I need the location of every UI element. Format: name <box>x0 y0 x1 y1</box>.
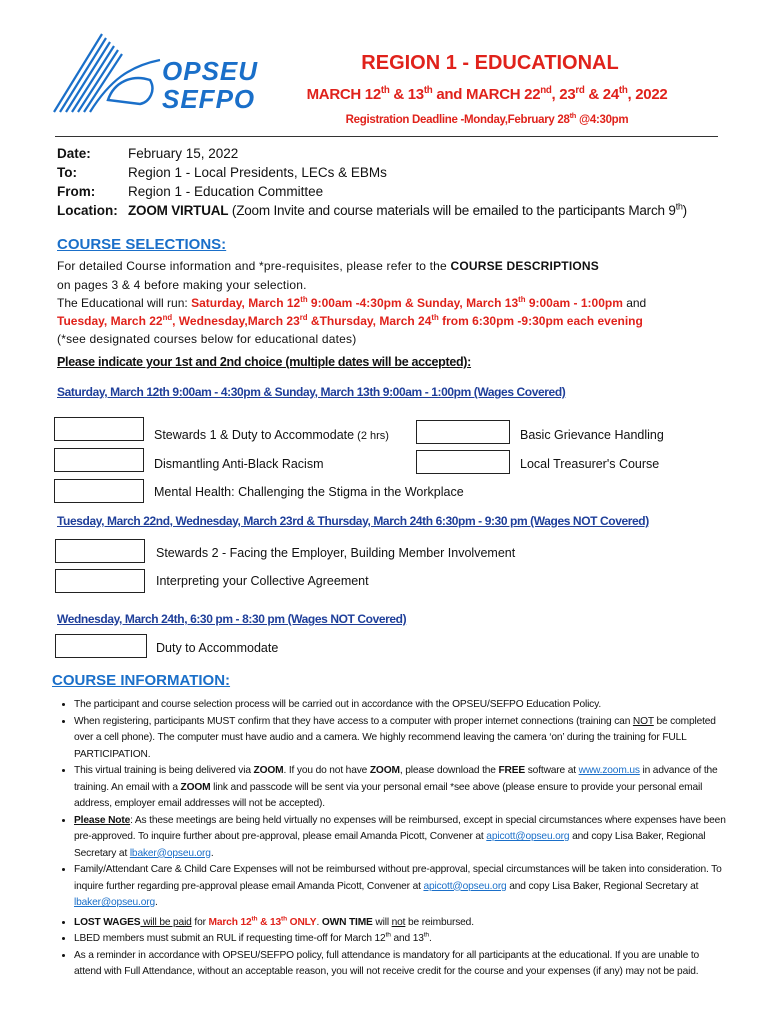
choice-box-anti-black-racism[interactable] <box>54 448 144 472</box>
group2-heading: Tuesday, March 22nd, Wednesday, March 23rd & Thursday, March 24th 6:30pm - 9:30 pm (Wages NOT Covered) <box>57 514 649 528</box>
memo-from-value: Region 1 - Education Committee <box>128 184 324 199</box>
info-bullet-lost-wages: • LOST WAGES will be paid for March 12th & 13th ONLY. OWN TIME will not be reimbursed. <box>74 915 729 932</box>
info-bullet-policy: • The participant and course selection process will be carried out in accordance with the OPSEU/SEFPO Education Policy. <box>74 697 729 714</box>
choice-box-duty-to-accommodate[interactable] <box>55 634 147 658</box>
designated-courses-note: (*see designated courses below for educational dates) <box>57 332 357 346</box>
choice-box-stewards-2[interactable] <box>55 539 145 563</box>
email-link-apicott-2[interactable]: apicott@opseu.org <box>423 880 507 892</box>
choice-box-treasurer[interactable] <box>416 450 510 474</box>
opseu-logo <box>50 30 280 120</box>
info-bullet-attendance: • As a reminder in accordance with OPSEU/SEFPO policy, full attendance is mandatory for all participants at the educational. If you are unable to attend with Full Attendance, without an acceptable reason, you will not receive credit for the course and your expenses (if any) may not be paid. <box>74 948 729 981</box>
educational-schedule-line-1: The Educational will run: Saturday, March 12th 9:00am -4:30pm & Sunday, March 13th 9:00am - 1:00pm and <box>57 295 647 310</box>
choice-box-stewards-1[interactable] <box>54 417 144 441</box>
memo-date-label: Date: <box>57 146 91 161</box>
email-link-apicott[interactable]: apicott@opseu.org <box>486 831 570 842</box>
memo-from-label: From: <box>57 184 96 199</box>
choice-box-collective-agreement[interactable] <box>55 569 145 593</box>
course-basic-grievance: Basic Grievance Handling <box>520 428 664 442</box>
info-bullet-expenses: • Please Note: As these meetings are being held virtually no expenses will be reimbursed, except in special circumstances where expenses have been pre-approved. To inquire further about pre-approval, please email Amanda Picott, Convener at apicott@opseu.org and copy Lisa Baker, Regional Secretary at lbaker@opseu.org. <box>74 813 729 863</box>
page-title: REGION 1 - EDUCATIONAL <box>361 52 619 74</box>
memo-to-value: Region 1 - Local Presidents, LECs & EBMs <box>128 165 387 180</box>
memo-location-value: ZOOM VIRTUAL (Zoom Invite and course materials will be emailed to the participants March 9th) <box>128 201 687 218</box>
course-stewards-1: Stewards 1 & Duty to Accommodate (2 hrs) <box>154 428 389 442</box>
choice-box-mental-health[interactable] <box>54 479 144 503</box>
logo-text-opseu: OPSEU <box>162 56 259 86</box>
course-collective-agreement: Interpreting your Collective Agreement <box>156 574 369 588</box>
course-selections-heading: COURSE SELECTIONS: <box>57 236 227 253</box>
info-bullet-computer: • When registering, participants MUST confirm that they have access to a computer with proper internet connections (training can NOT be completed over a cell phone). The computer must have audio and a camera. We highly recommend leaving the camera ‘on’ during the training for FULL PARTICIPATION. <box>74 714 729 764</box>
header-divider <box>55 136 718 137</box>
info-bullet-zoom: • This virtual training is being delivered via ZOOM. If you do not have ZOOM, please download the FREE software at www.zoom.us in advance of the training. An email with a ZOOM link and passcode will be sent via your personal email *see above (please ensure to provide your personal email address, employer email addresses will not be accepted). <box>74 763 729 813</box>
course-info-line-1: For detailed Course information and *pre-requisites, please refer to the COURSE DESCRIPTIONS <box>57 259 599 273</box>
zoom-link[interactable]: www.zoom.us <box>578 765 640 776</box>
email-link-lbaker[interactable]: lbaker@opseu.org <box>129 847 211 859</box>
choice-instruction: Please indicate your 1st and 2nd choice (multiple dates will be accepted): <box>57 355 472 369</box>
course-info-line-2: on pages 3 & 4 before making your selection. <box>57 278 307 292</box>
registration-deadline: Registration Deadline -Monday,February 28th @4:30pm <box>345 111 629 126</box>
logo-text-sefpo: SEFPO <box>162 84 256 114</box>
choice-box-grievance[interactable] <box>416 420 510 444</box>
course-stewards-2: Stewards 2 - Facing the Employer, Building Member Involvement <box>156 546 516 560</box>
memo-date-value: February 15, 2022 <box>128 146 239 161</box>
course-anti-black-racism: Dismantling Anti-Black Racism <box>154 457 324 471</box>
memo-to-label: To: <box>57 165 77 180</box>
course-mental-health: Mental Health: Challenging the Stigma in the Workplace <box>154 485 464 499</box>
event-dates: MARCH 12th & 13th and MARCH 22nd, 23rd & 24th, 2022 <box>306 85 668 103</box>
info-bullet-lbed: • LBED members must submit an RUL if requesting time-off for March 12th and 13th. <box>74 931 729 948</box>
course-information-list <box>52 697 729 981</box>
educational-schedule-line-2: Tuesday, March 22nd, Wednesday,March 23rd &Thursday, March 24th from 6:30pm -9:30pm each evening <box>57 313 643 328</box>
group1-heading: Saturday, March 12th 9:00am - 4:30pm & Sunday, March 13th 9:00am - 1:00pm (Wages Covered) <box>57 385 566 399</box>
group3-heading: Wednesday, March 24th, 6:30 pm - 8:30 pm (Wages NOT Covered) <box>57 612 407 626</box>
info-bullet-family-care: • Family/Attendant Care & Child Care Expenses will not be reimbursed without pre-approval, special circumstances will be taken into consideration. To inquire further regarding pre-approval please email Amanda Picott, Convener at apicott@opseu.org and copy Lisa Baker, Regional Secretary at lbaker@opseu.org. <box>74 862 729 912</box>
memo-location-label: Location: <box>57 203 118 218</box>
course-information-heading: COURSE INFORMATION: <box>52 672 231 689</box>
course-local-treasurer: Local Treasurer's Course <box>520 457 660 471</box>
email-link-lbaker-2[interactable]: lbaker@opseu.org <box>74 897 156 908</box>
course-duty-to-accommodate: Duty to Accommodate <box>156 641 279 655</box>
